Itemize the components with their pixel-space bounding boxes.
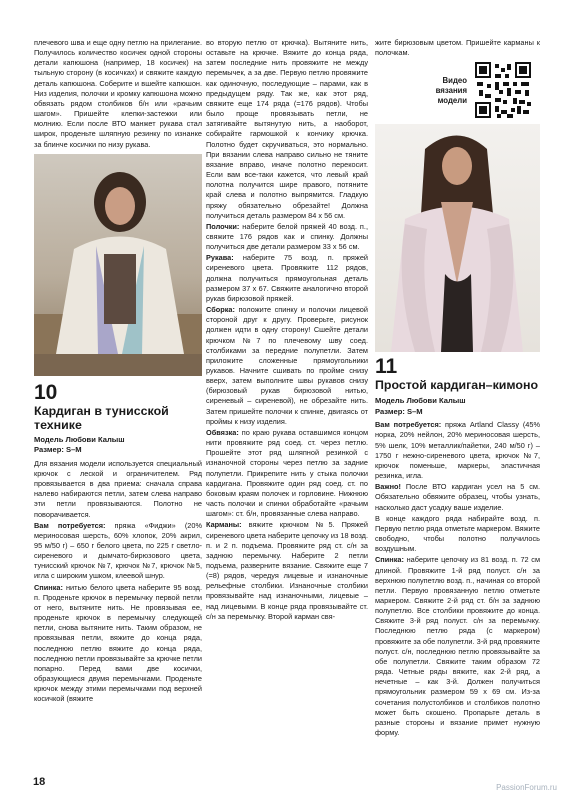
paragraph-rule: В конце каждого ряда набирайте возд. п. Первую петлю ряда отметьте маркером. Вяжите свободно, чтобы полотно получилось воздушным. xyxy=(375,513,540,554)
paragraph-sleeves xyxy=(206,253,368,304)
paragraph-important xyxy=(375,482,540,512)
video-label: Видео вязания модели xyxy=(435,76,467,106)
paragraph-capuchon: плечевого шва и еще одну петлю на прилегание. Получилось количество косичек одной стороны детали капюшона (например, 18 косичек) на тыльную сторону (в косичках) и свяжите каждую деталь капюшона. Соберите и вшейте капюшон. Низ изделия, полочки и кромку капюшона можно обвязать рядом столбиков б/н или «рачьим шагом». Пришейте клепки-застежки или молнию. Если после ВТО манжет рукава стал широк, проденьте шляпную резинку по изнанке за блинче косички по низу рукава. xyxy=(34,38,202,149)
assembly-text: положите спинку и полочки лицевой стороной друг к другу. Проверьте, рисунок должен идти в одну сторону! Сшейте детали крючком №7 по плечевому шву соед. столбиками за передние полупетли. Затем приложите сложенные прямоугольники рукавов. Начните сшивать по пройме снизу вверх, затем выполните швы рукавов снизу (бирюзовый рукав бирюзовой нитью, сиреневый – сиреневой), не обрезайте нить. Затем пришейте полочки к спинке, двигаясь от проймы к низу изделия. xyxy=(206,305,368,426)
shelves-label: Полочки: xyxy=(206,221,240,231)
pockets-text: вяжите крючком №5. Пряжей сиреневого цвета наберите цепочку из 18 возд. п. и 2 п. подъема. Провяжите ряд ст. с/н за заднюю перемычку. Наберите 2 петли подъема, разверните вязание. Свяжите еще 7 (=8) рядов, чередуя лицевые и изнаночные рельефные столбики. Изнаночные столбики провязывайте над изнаночными, лицевые – над лицевыми. В конце ряда провязывайте ст. с/н за перемычку. Второй карман свя- xyxy=(206,520,368,621)
paragraph-pockets-end: жите бирюзовым цветом. Пришейте карманы к полочкам. xyxy=(375,38,540,58)
assembly-label: Сборка: xyxy=(206,305,235,315)
paragraph-trim xyxy=(206,428,368,519)
materials-label: Вам потребуется: xyxy=(34,520,106,530)
model-author: Модель Любови Калыш xyxy=(34,434,125,444)
pockets-label: Карманы: xyxy=(206,520,242,530)
paragraph-materials xyxy=(34,521,202,582)
photo-cardigan-10 xyxy=(34,154,202,376)
back-label: Спинка: xyxy=(34,582,63,592)
watermark: PassionForum.ru xyxy=(496,783,557,792)
model-author-11: Модель Любови Калыш xyxy=(375,396,466,406)
back-text-11: наберите цепочку из 81 возд. п. 72 см длиной. Провяжите 1-й ряд полуст. с/н за верхнюю полупетлю возд. п., начиная со второй петли. Первую провязанную петлю отметьте маркером. Свяжите 2-й ряд ст. б/н за заднюю полупетлю. Все столбики провяжите до конца. Свяжите 3-й ряд полуст. с/н за перемычку. Последнюю петлю ряда (с маркером) провяжите за обе полупетли. 3-й ряд провяжите полуст. с/н, последнюю петлю провязывайте за обе полупетли. Свяжите таким образом 72 ряда. Четные ряды вяжите, как 2-й ряд, а нечетные – как 3-й. Должен получиться прямоугольник размером 59 x 69 см. Из-за сочетания полустолбиков и столбиков полотно может быть скошено. Пропарьте деталь в разные стороны и вязание примет нужную форму. xyxy=(375,555,541,737)
video-block xyxy=(375,62,540,124)
column-middle xyxy=(206,38,368,623)
photo-kimono-11 xyxy=(375,124,540,352)
size: Размер: S–M xyxy=(34,445,82,455)
materials-label-11: Вам потребуется: xyxy=(375,420,442,430)
pattern-title-11: Простой кардиган–кимоно xyxy=(375,378,539,393)
sleeves-text: наберите 75 возд. п. пряжей сиреневого цвета. Провяжите 112 рядов, должна получиться прямоугольная деталь размером 37 x 67. Свяжите аналогично второй рукав бирюзовой пряжей. xyxy=(206,253,369,303)
photo-kimono-11-image xyxy=(375,124,540,352)
paragraph-back-cont: во вторую петлю от крючка). Вытяните нить, оставьте на крючке. Вяжите до конца ряда, затем последние нить провяжите не между перемычек, а за две. Первую петлю провяжите как одиночную, последующие – парами, как в предыдущем ряду. Так же, как этот ряд, свяжите еще 174 ряда (=176 рядов). Чтобы было проще провязывать петли, не затягивайте вытянутую нить, а наоборот, собирайте гармошкой к кончику крючка. Полотно будет скручиваться, это нормально. При вязании слева направо сильно не тяните вязание вправо, иначе полотно перекосит. Если вам все-таки кажется, что левый край полотна получится шире правого, потяните край слева и полотно выпрямится. Гладкую пряжу обязательно обрезайте! Должна получиться деталь размером 84 x 56 см. xyxy=(206,38,368,220)
back-label-11: Спинка: xyxy=(375,555,404,565)
paragraph-pockets xyxy=(206,520,368,622)
trim-text: по краю рукава оставшимся концом нити провяжите ряд соед. ст. через петлю. Прошейте этот ряд шляпной резинкой с изнаночной стороны через петлю за задние полупетли. Прикрепите нить у стыка полочки кардигана. Провяжите один ряд соед. ст. по боковым краям полочек и горловине. Нижнюю часть полочки и спинки обработайте «рачьим шагом»: ст. б/н, провязанные слева направо. xyxy=(206,427,368,519)
important-text: После ВТО кардиган усел на 5 см. Обязательно обвяжите образец, чтобы узнать, насколько даст усадку ваше изделие. xyxy=(375,482,540,512)
paragraph-back xyxy=(34,583,202,705)
sleeves-label: Рукава: xyxy=(206,253,234,263)
page-number: 18 xyxy=(33,776,46,788)
column-right xyxy=(375,38,540,739)
paragraph-intro: Для вязания модели используется специальный крючок с леской и ограничителем. Ряд провязывается в два приема: сначала справа налево набираются петли, затем слева направо эти петли провязываются. Полотно не поворачивается. xyxy=(34,458,202,519)
paragraph-materials-11 xyxy=(375,420,540,481)
qr-code-icon[interactable] xyxy=(475,62,531,118)
pattern-title: Кардиган в тунисской технике xyxy=(34,403,169,432)
qr-code-image xyxy=(475,62,531,118)
back-text: нитью белого цвета наберите 95 возд. п. Проденьте крючок в перемычку первой петли от него, вытяните нить. Не провязывая ее, проденьте крючок в перемычку следующей петли, снова вытяните нить. Таким образом, не провязывая петли, вяжите до конца ряда, последнюю петлю вяжите до конца ряда, последнюю петли провязывайте за крючке петли попарно. Перед вами две косички, образующиеся двумя перемычками. Проденьте крючок между этими перемычками под верхней косичкой (вяжите xyxy=(34,582,202,704)
materials-text-11: пряжа Artland Classy (45% норка, 20% нейлон, 20% мериносовая шерсть, 5% шелк, 10% металлик/пайетки, 240 м/50 г) – 1750 г нежно-сиреневого цвета, крючок №7, крючок поменьше, маркеры, эластичная резинка, игла. xyxy=(375,420,540,481)
photo-cardigan-10-image xyxy=(34,154,202,376)
size-11: Размер: S–M xyxy=(375,406,423,416)
paragraph-shelves xyxy=(206,222,368,252)
trim-label: Обвязка: xyxy=(206,427,239,437)
materials-text: пряжа «Фиджи» (20% мериносовая шерсть, 60% хлопок, 20% акрил, 95 м/50 г) – 650 г белого цвета, по 225 г светло-сиреневого и дымчато-бирюзового цвета, тунисский крючок №7, крючок №7, крючок №5, игла с широким ушком, клеевой шнур. xyxy=(34,520,202,581)
shelves-text: наберите белой пряжей 40 возд. п., свяжите 176 рядов как и спинку. Должны получиться две детали размером 33 x 56 см. xyxy=(206,221,368,252)
important-label: Важно! xyxy=(375,482,401,492)
paragraph-assembly xyxy=(206,305,368,427)
column-left xyxy=(34,38,202,705)
pattern-number-11: 11 xyxy=(375,355,398,379)
pattern-number: 10 xyxy=(34,380,58,404)
paragraph-back-11 xyxy=(375,555,540,738)
